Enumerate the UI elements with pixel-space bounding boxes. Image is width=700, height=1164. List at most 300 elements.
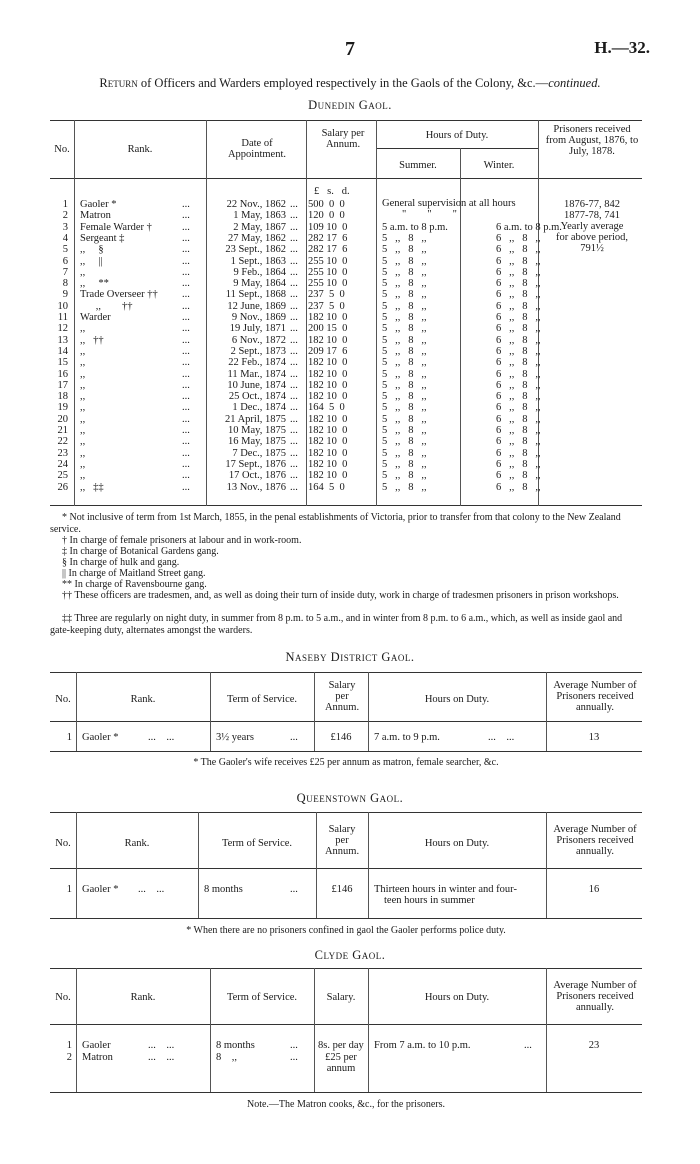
header-term: Term of Service. (226, 694, 298, 705)
header-hours: Hours of Duty. (425, 130, 489, 141)
header-date: Date of Appointment. (227, 138, 287, 160)
cell-summer: 5 ,, 8 ,, (382, 379, 427, 391)
footnote: § In charge of hulk and gang. (62, 557, 180, 568)
footnote: || In charge of Maitland Street gang. (62, 568, 206, 579)
cell-dots: ... (290, 391, 298, 403)
header-hours: Hours on Duty. (424, 838, 490, 849)
cell-no: 6 (62, 255, 68, 267)
cell-salary: 164 5 0 (308, 402, 345, 414)
header-hours: Hours on Duty. (424, 992, 490, 1003)
cell-rank: Trade Overseer †† (80, 289, 158, 301)
cell-winter: 6 ,, 8 ,, (496, 345, 541, 357)
cell-date: 17 Sept., 1876 (225, 458, 286, 470)
cell-dots: ... (182, 199, 190, 210)
cell-dots: ... (290, 413, 298, 425)
cell-dots: ... (290, 221, 298, 233)
cell-salary: 255 10 0 (308, 266, 348, 278)
cell-winter: 6 ,, 8 ,, (496, 447, 541, 459)
cell-date: 27 May, 1862 (228, 232, 286, 244)
cell-dots: ... ... (148, 1040, 175, 1051)
cell-dots: ... (182, 436, 190, 448)
cell-dots: ... (182, 447, 190, 459)
cell-winter: 6 ,, 8 ,, (496, 391, 541, 403)
cell-rank: ,, (80, 379, 86, 391)
dunedin-table (50, 120, 642, 510)
cell-date: 25 Oct., 1874 (228, 391, 286, 403)
cell-winter: 6 ,, 8 ,, (496, 357, 541, 369)
cell-summer: 5 ,, 8 ,, (382, 300, 427, 312)
prisoners-line: 1876-77, 842 (564, 199, 620, 210)
naseby-note: * The Gaoler's wife receives £25 per annum as matron, female searcher, &c. (193, 757, 499, 768)
table-row (50, 335, 642, 346)
cell-dots: ... (290, 244, 298, 256)
cell-dots: ... (182, 425, 190, 436)
cell-dots: ... (182, 244, 190, 256)
cell-salary: 237 5 0 (308, 289, 345, 301)
cell-no: 7 (62, 266, 68, 278)
cell-date: 17 Oct., 1876 (228, 470, 286, 482)
table-row (50, 436, 642, 447)
queenstown-table (50, 812, 642, 922)
cell-winter: 6 ,, 8 ,, (496, 481, 541, 493)
cell-salary: 120 0 0 (308, 210, 345, 222)
cell-summer: 5 ,, 8 ,, (382, 312, 427, 323)
cell-dots: ... (182, 312, 190, 323)
cell-summer: 5 ,, 8 ,, (382, 289, 427, 301)
cell-winter: 6 ,, 8 ,, (496, 323, 541, 335)
cell-dots: ... (182, 345, 190, 357)
cell-dots: ... (290, 210, 298, 222)
cell-salary: 237 5 0 (308, 300, 345, 312)
header-rank: Rank. (124, 838, 150, 849)
cell-winter: 6 ,, 8 ,, (496, 368, 541, 380)
cell-dots: ... (182, 255, 190, 267)
cell-no: 13 (57, 334, 68, 346)
cell-salary: 182 10 0 (308, 357, 348, 369)
cell-summer: 5 ,, 8 ,, (382, 266, 427, 278)
cell-rank: Gaoler * (82, 732, 119, 743)
cell-date: 11 Mar., 1874 (227, 368, 286, 380)
cell-no: 2 (66, 1052, 72, 1063)
prisoners-line: 791½ (580, 243, 604, 254)
cell-no: 1 (66, 732, 72, 743)
cell-term: 8 months (204, 884, 243, 895)
cell-dots: ... (290, 323, 298, 335)
cell-dots: ... (182, 458, 190, 470)
cell-dots: ... (182, 357, 190, 369)
prisoners-line: Yearly average (560, 221, 624, 232)
cell-dots: ... (524, 1040, 532, 1051)
ditto-marks: " " " (402, 209, 457, 220)
cell-salary: £25 per (325, 1052, 357, 1063)
cell-dots: ... (290, 481, 298, 493)
cell-salary: 182 10 0 (308, 312, 348, 323)
cell-no: 3 (62, 221, 68, 233)
header-no: No. (55, 992, 71, 1003)
cell-dots: ... (182, 402, 190, 414)
cell-winter: 6 ,, 8 ,, (496, 232, 541, 244)
cell-rank: ,, †† (80, 300, 133, 312)
cell-average: 16 (588, 884, 600, 895)
cell-winter: 6 ,, 8 ,, (496, 402, 541, 414)
table-row (50, 323, 642, 334)
cell-dots: ... (182, 391, 190, 403)
cell-winter: 6 ,, 8 ,, (496, 266, 541, 278)
cell-dots: ... (290, 379, 298, 391)
cell-dots: ... (290, 470, 298, 482)
cell-dots: ... (290, 345, 298, 357)
cell-dots: ... (290, 232, 298, 244)
cell-salary: 500 0 0 (308, 199, 345, 210)
cell-winter: 6 ,, 8 ,, (496, 470, 541, 482)
cell-rank: ,, (80, 470, 86, 482)
table-row (50, 402, 642, 413)
header-prisoners: Prisoners received from August, 1876, to July, 1878. (545, 124, 639, 157)
clyde-table (50, 968, 642, 1096)
cell-date: 1 Dec., 1874 (232, 402, 286, 414)
cell-date: 6 Nov., 1872 (231, 334, 286, 346)
cell-rank: ,, (80, 425, 86, 436)
cell-dots: ... (182, 481, 190, 493)
table-row (50, 278, 642, 289)
cell-dots: ... (290, 1040, 298, 1051)
cell-dots: ... (182, 266, 190, 278)
cell-salary-cont: annum (326, 1063, 356, 1074)
page-title (0, 76, 700, 91)
cell-salary: 209 17 6 (308, 345, 348, 357)
cell-winter: 6 ,, 8 ,, (496, 425, 541, 436)
cell-date: 10 May, 1875 (228, 425, 286, 436)
cell-dots: ... (182, 379, 190, 391)
table-row (50, 256, 642, 267)
cell-dots: ... (182, 334, 190, 346)
cell-dots: ... ... (148, 1052, 175, 1063)
cell-dots: ... (182, 300, 190, 312)
cell-average: 23 (588, 1040, 600, 1051)
cell-rank: ,, (80, 345, 86, 357)
cell-hours: From 7 a.m. to 10 p.m. (374, 1040, 471, 1051)
queenstown-heading: Queenstown Gaol. (296, 791, 404, 805)
cell-no: 9 (62, 289, 68, 301)
cell-date: 11 Sept., 1868 (225, 289, 286, 301)
cell-rank: ,, || (80, 255, 103, 267)
prisoners-line: 1877-78, 741 (564, 210, 620, 221)
header-no: No. (54, 144, 70, 155)
cell-winter: 6 ,, 8 ,, (496, 458, 541, 470)
cell-rank: ,, (80, 368, 86, 380)
general-supervision: General supervision at all hours (382, 198, 516, 209)
cell-winter: 6 a.m. to 8 p.m. (496, 221, 562, 233)
cell-dots: ... (290, 732, 298, 743)
header-average: Average Number of Prisoners received annually. (553, 824, 637, 857)
cell-dots: ... (290, 425, 298, 436)
footnote: * Not inclusive of term from 1st March, 1855, in the penal establishments of Victoria, prior to transfer from that colony to the New Zealand service. (50, 512, 621, 535)
cell-summer: 5 ,, 8 ,, (382, 368, 427, 380)
header-hours: Hours on Duty. (424, 694, 490, 705)
cell-no: 15 (57, 357, 68, 369)
cell-date: 19 July, 1871 (229, 323, 286, 335)
cell-term: 3½ years (216, 732, 254, 743)
cell-summer: 5 a.m. to 8 p.m. (382, 221, 448, 233)
cell-date: 1 May, 1863 (233, 210, 286, 222)
cell-date: 9 Feb., 1864 (233, 266, 286, 278)
cell-no: 16 (57, 368, 68, 380)
cell-date: 10 June, 1874 (227, 379, 286, 391)
cell-dots: ... (182, 323, 190, 335)
cell-dots: ... (182, 470, 190, 482)
cell-rank: Matron (82, 1052, 113, 1063)
dunedin-heading: Dunedin Gaol. (308, 98, 392, 112)
cell-hours: Thirteen hours in winter and four- (374, 884, 517, 895)
cell-hours: 7 a.m. to 9 p.m. (374, 732, 440, 743)
header-salary: Salary per Annum. (321, 128, 365, 150)
footnote: ** In charge of Ravensbourne gang. (62, 579, 207, 590)
cell-summer: 5 ,, 8 ,, (382, 232, 427, 244)
cell-date: 21 April, 1875 (225, 413, 286, 425)
cell-salary: £146 (330, 732, 352, 743)
table-row (50, 301, 642, 312)
cell-winter: 6 ,, 8 ,, (496, 289, 541, 301)
cell-dots: ... (290, 436, 298, 448)
cell-summer: 5 ,, 8 ,, (382, 436, 427, 448)
cell-dots: ... (182, 278, 190, 290)
cell-summer: 5 ,, 8 ,, (382, 334, 427, 346)
title-suffix: continued. (548, 76, 601, 90)
table-row (50, 312, 642, 323)
cell-summer: 5 ,, 8 ,, (382, 425, 427, 436)
cell-date: 7 Dec., 1875 (232, 447, 286, 459)
cell-salary: 182 10 0 (308, 425, 348, 436)
cell-summer: 5 ,, 8 ,, (382, 402, 427, 414)
cell-no: 4 (62, 232, 68, 244)
page-reference: H.—32. (594, 38, 650, 57)
cell-rank: ,, †† (80, 334, 104, 346)
cell-salary: 182 10 0 (308, 391, 348, 403)
cell-term: 8 months (216, 1040, 255, 1051)
cell-date: 13 Nov., 1876 (226, 481, 286, 493)
cell-no: 11 (57, 312, 68, 323)
cell-winter: 6 ,, 8 ,, (496, 278, 541, 290)
cell-salary: 182 10 0 (308, 470, 348, 482)
cell-winter: 6 ,, 8 ,, (496, 413, 541, 425)
cell-dots: ... ... (148, 732, 175, 743)
cell-rank: ,, (80, 266, 86, 278)
cell-no: 1 (66, 884, 72, 895)
cell-summer: 5 ,, 8 ,, (382, 255, 427, 267)
cell-salary: 182 10 0 (308, 447, 348, 459)
header-rank: Rank. (130, 992, 156, 1003)
cell-rank: ,, (80, 402, 86, 414)
footnote: †† These officers are tradesmen, and, as well as doing their turn of inside duty, work in charge of tradesmen prisoners in prison workshops. (62, 590, 619, 601)
header-winter: Winter. (483, 160, 515, 171)
cell-rank: ,, (80, 436, 86, 448)
cell-dots: ... (290, 884, 298, 895)
cell-no: 24 (57, 458, 68, 470)
cell-winter: 6 ,, 8 ,, (496, 300, 541, 312)
header-rank: Rank. (130, 694, 156, 705)
cell-date: 23 Sept., 1862 (225, 244, 286, 256)
cell-dots: ... (182, 413, 190, 425)
page-number: 7 (345, 38, 355, 60)
cell-winter: 6 ,, 8 ,, (496, 379, 541, 391)
cell-no: 5 (62, 244, 68, 256)
cell-salary: 182 10 0 (308, 368, 348, 380)
cell-winter: 6 ,, 8 ,, (496, 244, 541, 256)
cell-winter: 6 ,, 8 ,, (496, 255, 541, 267)
cell-salary: 282 17 6 (308, 244, 348, 256)
cell-dots: ... (290, 266, 298, 278)
cell-rank: ,, ‡‡ (80, 481, 104, 493)
cell-dots: ... (290, 458, 298, 470)
header-summer: Summer. (399, 160, 437, 171)
cell-rank: Sergeant ‡ (80, 232, 125, 244)
prisoners-received (542, 199, 642, 254)
cell-rank: Gaoler * (80, 199, 117, 210)
currency-header: £ s. d. (314, 186, 350, 197)
header-average: Average Number of Prisoners received annually. (553, 980, 637, 1013)
header-salary: Salary. (326, 992, 356, 1003)
cell-no: 22 (57, 436, 68, 448)
clyde-heading: Clyde Gaol. (314, 948, 386, 962)
cell-date: 2 Sept., 1873 (230, 345, 286, 357)
cell-winter: 6 ,, 8 ,, (496, 312, 541, 323)
cell-summer: 5 ,, 8 ,, (382, 323, 427, 335)
table-row (50, 482, 642, 493)
cell-no: 10 (57, 300, 68, 312)
header-term: Term of Service. (221, 838, 293, 849)
table-row (50, 459, 642, 470)
cell-date: 2 May, 1867 (233, 221, 286, 233)
cell-dots: ... (182, 232, 190, 244)
cell-dots: ... ... (138, 884, 165, 895)
cell-summer: 5 ,, 8 ,, (382, 244, 427, 256)
cell-salary: 182 10 0 (308, 458, 348, 470)
cell-dots: ... (290, 312, 298, 323)
footnote: ‡‡ Three are regularly on night duty, in summer from 8 p.m. to 5 a.m., and in winter from 8 p.m. to 6 a.m., which, as well as inside gaol and gate-keeping duty, alternates amongst the warders. (50, 613, 623, 636)
cell-summer: 5 ,, 8 ,, (382, 413, 427, 425)
cell-winter: 6 ,, 8 ,, (496, 334, 541, 346)
header-no: No. (55, 694, 71, 705)
cell-dots: ... (290, 255, 298, 267)
cell-summer: 5 ,, 8 ,, (382, 357, 427, 369)
cell-dots: ... (290, 300, 298, 312)
cell-rank: ,, (80, 323, 86, 335)
cell-date: 1 Sept., 1863 (230, 255, 286, 267)
cell-salary: 255 10 0 (308, 255, 348, 267)
table-row (50, 357, 642, 368)
table-row (50, 289, 642, 300)
prisoners-line: for above period, (555, 232, 628, 243)
header-average: Average Number of Prisoners received annually. (553, 680, 637, 713)
table-row (50, 425, 642, 436)
cell-rank: ,, (80, 357, 86, 369)
table-row (50, 470, 642, 481)
cell-no: 19 (57, 402, 68, 414)
table-row (50, 391, 642, 402)
cell-summer: 5 ,, 8 ,, (382, 447, 427, 459)
cell-summer: 5 ,, 8 ,, (382, 391, 427, 403)
cell-no: 12 (57, 323, 68, 335)
cell-dots: ... (182, 221, 190, 233)
cell-no: 26 (57, 481, 68, 493)
cell-dots: ... (182, 210, 190, 222)
cell-no: 18 (57, 391, 68, 403)
cell-salary: 164 5 0 (308, 481, 345, 493)
cell-no: 1 (62, 199, 68, 210)
cell-dots: ... (290, 289, 298, 301)
cell-salary: £146 (331, 884, 353, 895)
cell-dots: ... (182, 368, 190, 380)
cell-salary: 109 10 0 (308, 221, 348, 233)
cell-no: 2 (62, 210, 68, 222)
cell-salary: 8s. per day (318, 1040, 364, 1051)
cell-summer: 5 ,, 8 ,, (382, 458, 427, 470)
cell-summer: 5 ,, 8 ,, (382, 278, 427, 290)
header-no: No. (55, 838, 71, 849)
cell-rank: ,, ** (80, 278, 109, 290)
footnote: † In charge of female prisoners at labour and in work-room. (62, 535, 302, 546)
cell-rank: ,, § (80, 244, 104, 256)
cell-summer: 5 ,, 8 ,, (382, 470, 427, 482)
cell-no: 21 (57, 425, 68, 436)
cell-salary: 182 10 0 (308, 334, 348, 346)
cell-date: 9 May, 1864 (233, 278, 286, 290)
cell-rank: Warder (80, 312, 111, 323)
header-rank: Rank. (127, 144, 153, 155)
cell-no: 25 (57, 470, 68, 482)
table-row (50, 380, 642, 391)
cell-dots: ... (290, 368, 298, 380)
cell-term: 8 ,, (216, 1052, 237, 1063)
cell-rank: Gaoler * (82, 884, 119, 895)
footnote: ‡ In charge of Botanical Gardens gang. (62, 546, 219, 557)
cell-date: 9 Nov., 1869 (231, 312, 286, 323)
cell-dots: ... (290, 402, 298, 414)
cell-summer: 5 ,, 8 ,, (382, 345, 427, 357)
cell-salary: 255 10 0 (308, 278, 348, 290)
cell-winter: 6 ,, 8 ,, (496, 436, 541, 448)
cell-no: 1 (66, 1040, 72, 1051)
cell-dots: ... (290, 1052, 298, 1063)
cell-rank: Female Warder † (80, 221, 152, 233)
table-row (50, 414, 642, 425)
cell-salary: 182 10 0 (308, 379, 348, 391)
cell-salary: 182 10 0 (308, 413, 348, 425)
cell-salary: 182 10 0 (308, 436, 348, 448)
table-row (50, 267, 642, 278)
cell-summer: 5 ,, 8 ,, (382, 481, 427, 493)
cell-no: 8 (62, 278, 68, 290)
cell-rank: ,, (80, 458, 86, 470)
cell-date: 16 May, 1875 (228, 436, 286, 448)
cell-rank: ,, (80, 413, 86, 425)
clyde-note: Note.—The Matron cooks, &c., for the prisoners. (246, 1099, 445, 1110)
title-prefix: Return (99, 76, 138, 90)
cell-rank: Gaoler (82, 1040, 111, 1051)
cell-rank: ,, (80, 447, 86, 459)
cell-rank: Matron (80, 210, 111, 222)
table-row (50, 369, 642, 380)
cell-no: 14 (57, 345, 68, 357)
naseby-heading: Naseby District Gaol. (285, 650, 415, 664)
cell-no: 23 (57, 447, 68, 459)
table-row (50, 448, 642, 459)
cell-no: 17 (57, 379, 68, 391)
cell-dots: ... (182, 289, 190, 301)
title-main: of Officers and Warders employed respectively in the Gaols of the Colony, &c.— (137, 76, 549, 90)
cell-rank: ,, (80, 391, 86, 403)
cell-dots: ... ... (488, 732, 515, 743)
